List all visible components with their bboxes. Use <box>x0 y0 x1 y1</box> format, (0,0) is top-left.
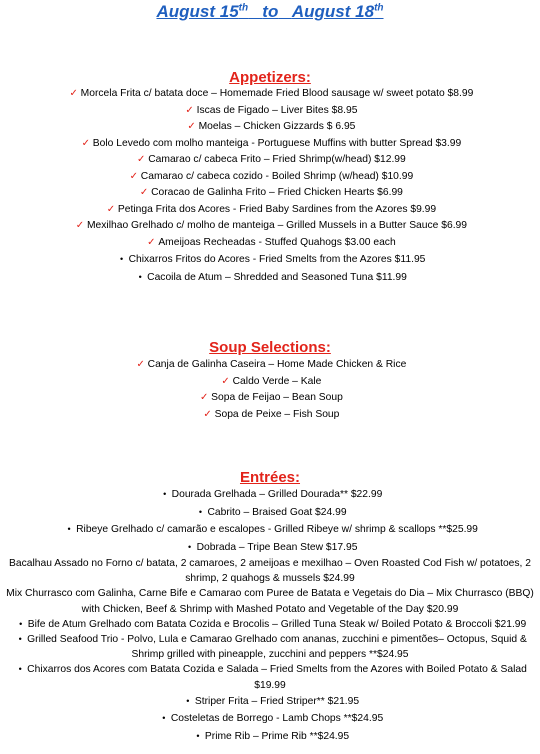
menu-item <box>0 728 540 746</box>
menu-item <box>0 152 540 169</box>
checkmark-icon: ✓ <box>139 187 149 198</box>
menu-item-text: Sopa de Feijao – Bean Soup <box>211 392 343 403</box>
menu-item-text: Coracao de Galinha Frito – Fried Chicken Hearts $6.99 <box>151 187 403 198</box>
title-to-suffix: th <box>374 2 384 14</box>
menu-item-text: Bacalhau Assado no Forno c/ batata, 2 camaroes, 2 ameijoas e mexilhao – Oven Roasted Cod Fish w/ potatoes, 2 shrimp, 2 quahogs & mussels $24.99 <box>8 558 531 585</box>
menu-item-text: Petinga Frita dos Acores - Fried Baby Sardines from the Azores $9.99 <box>117 203 437 215</box>
entrees-list <box>0 486 540 745</box>
menu-item-text: Moelas – Chicken Gizzards $ 6.95 <box>198 121 356 132</box>
menu-item <box>0 86 540 103</box>
menu-item <box>0 202 540 219</box>
menu-item-text: Chixarros dos Acores com Batata Cozida e Salada – Fried Smelts from the Azores with Boiled Potato & Salad $19.99 <box>27 664 527 691</box>
bullet-icon: • <box>18 634 22 645</box>
checkmark-icon: ✓ <box>221 375 230 387</box>
menu-item <box>0 586 540 616</box>
menu-item-text: Bife de Atum Grelhado com Batata Cozida e Brocolis – Grilled Tuna Steak w/ Boiled Potato & Broccoli $21.99 <box>27 618 527 630</box>
bullet-icon: • <box>163 489 167 499</box>
bullet-icon: • <box>196 730 200 741</box>
checkmark-icon: ✓ <box>136 359 145 370</box>
checkmark-icon: ✓ <box>129 170 138 182</box>
checkmark-icon: ✓ <box>199 392 209 403</box>
menu-item-text: Camarao c/ cabeca Frito – Fried Shrimp(w/head) $12.99 <box>148 154 406 165</box>
menu-item-text: Chixarros Fritos do Acores - Fried Smelts from the Azores $11.95 <box>128 254 426 265</box>
bullet-icon: • <box>186 695 190 706</box>
checkmark-icon: ✓ <box>69 88 78 99</box>
menu-item <box>0 218 540 235</box>
checkmark-icon: ✓ <box>81 137 90 149</box>
menu-item-text: Bolo Levedo com molho manteiga - Portuguese Muffins with butter Spread $3.99 <box>92 137 462 149</box>
menu-item-text: Cabrito – Braised Goat $24.99 <box>207 506 347 518</box>
menu-item <box>0 486 540 504</box>
menu-item-text: Dourada Grelhada – Grilled Dourada** $22.99 <box>171 489 383 500</box>
menu-item-text: Canja de Galinha Caseira – Home Made Chicken & Rice <box>147 359 407 370</box>
checkmark-icon: ✓ <box>137 154 146 165</box>
menu-item-text: Iscas de Figado – Liver Bites $8.95 <box>196 104 358 116</box>
checkmark-icon: ✓ <box>147 236 156 248</box>
checkmark-icon: ✓ <box>106 203 116 215</box>
menu-item <box>0 119 540 136</box>
menu-item-text: Camarao c/ cabeca cozido - Boiled Shrimp (w/head) $10.99 <box>140 170 414 182</box>
menu-item-text: Ameijoas Recheadas - Stuffed Quahogs $3.00 each <box>158 236 396 248</box>
bullet-icon: • <box>138 271 142 282</box>
menu-item <box>0 504 540 522</box>
menu-item <box>0 103 540 120</box>
menu-item <box>0 662 540 692</box>
menu-item-text: Prime Rib – Prime Rib **$24.95 <box>204 730 350 742</box>
menu-item-text: Dobrada – Tripe Bean Stew $17.95 <box>196 541 358 553</box>
title-to-day: August 18 <box>291 2 375 21</box>
menu-item <box>0 407 540 424</box>
menu-item-text: Ribeye Grelhado c/ camarão e escalopes - Grilled Ribeye w/ shrimp & scallops **$25.99 <box>76 524 478 535</box>
title-from-suffix: th <box>238 2 249 14</box>
checkmark-icon: ✓ <box>185 104 194 116</box>
menu-item-text: Cacoila de Atum – Shredded and Seasoned Tuna $11.99 <box>147 271 407 283</box>
bullet-icon: • <box>120 254 124 264</box>
menu-item <box>0 617 540 632</box>
checkmark-icon: ✓ <box>187 121 196 132</box>
bullet-icon: • <box>198 506 203 517</box>
menu-item <box>0 556 540 586</box>
bullet-icon: • <box>19 618 23 629</box>
menu-item-text: Costeletas de Borrego - Lamb Chops **$24.95 <box>170 713 384 725</box>
bullet-icon: • <box>67 524 71 534</box>
menu-item <box>0 235 540 252</box>
bullet-icon: • <box>18 664 22 675</box>
appetizers-heading: Appetizers: <box>229 69 311 86</box>
menu-item-text: Morcela Frita c/ batata doce – Homemade Fried Blood sausage w/ sweet potato $8.99 <box>80 88 474 99</box>
menu-item-text: Striper Frita – Fried Striper** $21.95 <box>194 695 360 707</box>
menu-item <box>0 539 540 557</box>
menu-item <box>0 390 540 407</box>
page-title <box>0 2 540 22</box>
menu-item <box>0 251 540 269</box>
menu-item <box>0 693 540 711</box>
entrees-heading: Entrées: <box>239 469 301 486</box>
checkmark-icon: ✓ <box>203 408 212 420</box>
checkmark-icon: ✓ <box>75 220 85 231</box>
menu-item <box>0 169 540 186</box>
menu-item <box>0 374 540 391</box>
title-from-day: August 15 <box>156 2 239 21</box>
menu-item <box>0 185 540 202</box>
menu-item <box>0 521 540 539</box>
menu-item-text: Mix Churrasco com Galinha, Carne Bife e Camarao com Puree de Batata e Vegetais do Dia – Mix Churrasco (BBQ) with Chicken, Beef & Shrimp with Mashed Potato and Vegetable of the Day $20.99 <box>6 588 534 615</box>
soups-heading: Soup Selections: <box>209 339 331 356</box>
soups-list <box>0 357 540 423</box>
menu-item-text: Sopa de Peixe – Fish Soup <box>214 408 340 420</box>
appetizers-list <box>0 86 540 286</box>
bullet-icon: • <box>187 541 192 552</box>
menu-item-text: Grilled Seafood Trio - Polvo, Lula e Camarao Grelhado com ananas, zucchini e pimentões– Octopus, Squid & Shrimp grilled with pineapple, zucchini and peppers **$24.95 <box>27 634 527 661</box>
menu-item <box>0 269 540 287</box>
menu-item-text: Mexilhao Grelhado c/ molho de manteiga – Grilled Mussels in a Butter Sauce $6.99 <box>86 220 468 231</box>
menu-item-text: Caldo Verde – Kale <box>232 375 322 387</box>
menu-item <box>0 136 540 153</box>
menu-item <box>0 710 540 728</box>
menu-item <box>0 357 540 374</box>
title-separator: to <box>262 2 279 21</box>
bullet-icon: • <box>162 713 166 724</box>
menu-item <box>0 632 540 662</box>
